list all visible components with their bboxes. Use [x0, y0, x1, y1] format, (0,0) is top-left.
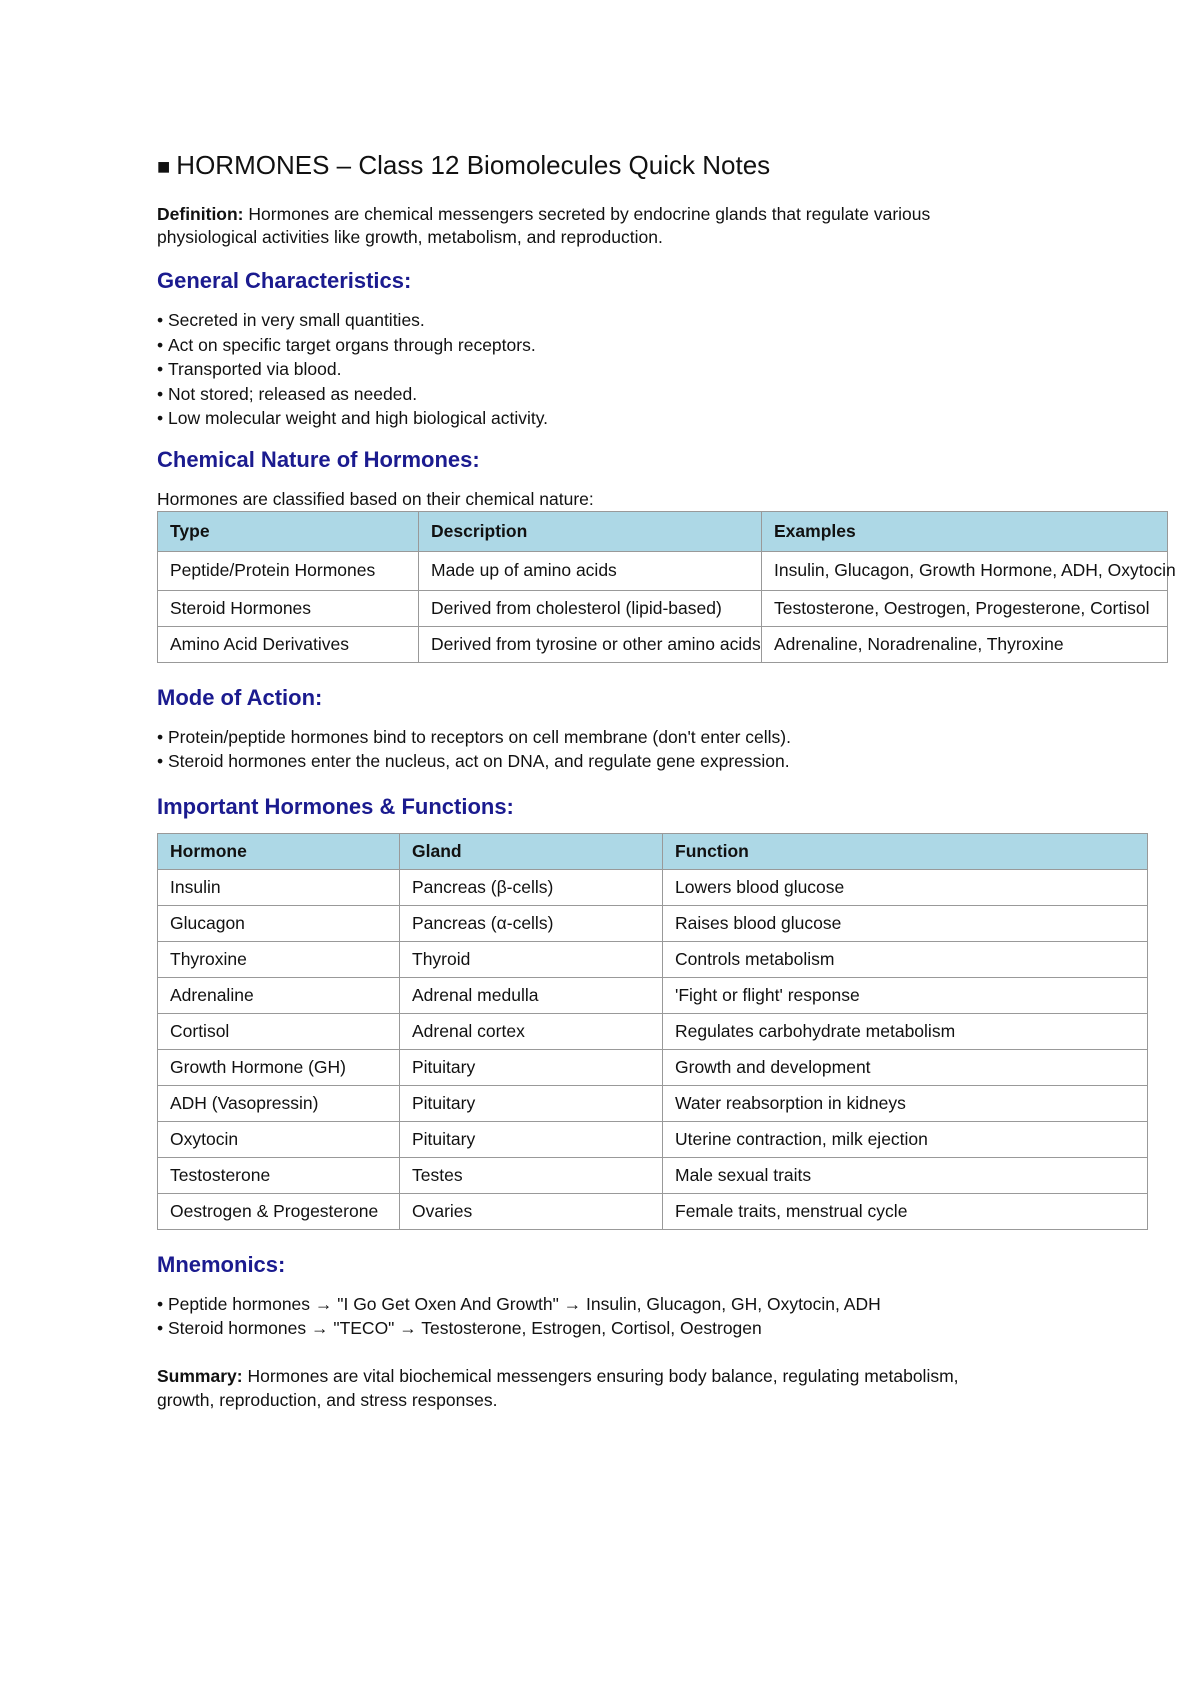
list-item: • Protein/peptide hormones bind to receptors on cell membrane (don't enter cells). — [157, 725, 1200, 750]
page-title-text: HORMONES – Class 12 Biomolecules Quick Notes — [176, 150, 771, 180]
table-cell: Adrenaline — [158, 977, 400, 1013]
definition-paragraph — [157, 203, 997, 249]
table-cell: Regulates carbohydrate metabolism — [663, 1013, 1148, 1049]
table-header-row — [158, 511, 1168, 551]
list-item: • Low molecular weight and high biological activity. — [157, 406, 1200, 431]
table-cell: Derived from cholesterol (lipid-based) — [419, 590, 762, 626]
table-cell: Thyroid — [400, 941, 663, 977]
table-cell: Pituitary — [400, 1121, 663, 1157]
table-row — [158, 1049, 1148, 1085]
table-row — [158, 626, 1168, 662]
summary-label: Summary: — [157, 1365, 243, 1386]
column-header: Hormone — [158, 833, 400, 869]
table-cell: Pancreas (β-cells) — [400, 869, 663, 905]
chemical-nature-table — [157, 511, 1176, 663]
table-cell: Adrenal medulla — [400, 977, 663, 1013]
mnemonics-heading: Mnemonics: — [157, 1251, 286, 1277]
table-row — [158, 1013, 1148, 1049]
table-cell: Pituitary — [400, 1049, 663, 1085]
document-page — [157, 150, 1200, 1412]
definition-text: Hormones are chemical messengers secreted by endocrine glands that regulate various physiological activities like growth, metabolism, and reproduction. — [157, 204, 931, 247]
column-header: Type — [158, 511, 419, 551]
table-row — [158, 869, 1148, 905]
table-cell: Testes — [400, 1157, 663, 1193]
table-row — [158, 1193, 1148, 1229]
table-cell: Male sexual traits — [663, 1157, 1148, 1193]
table-row — [158, 977, 1148, 1013]
page-title — [157, 150, 1200, 181]
column-header: Function — [663, 833, 1148, 869]
table-cell: Water reabsorption in kidneys — [663, 1085, 1148, 1121]
table-row — [158, 1157, 1148, 1193]
table-header-row — [158, 833, 1148, 869]
table-cell: Oestrogen & Progesterone — [158, 1193, 400, 1229]
table-cell: Insulin — [158, 869, 400, 905]
column-header: Description — [419, 511, 762, 551]
table-cell: Testosterone, Oestrogen, Progesterone, Cortisol — [762, 590, 1168, 626]
mnemonics-list — [157, 1292, 1200, 1341]
table-cell: Controls metabolism — [663, 941, 1148, 977]
table-cell: 'Fight or flight' response — [663, 977, 1148, 1013]
table-cell: Uterine contraction, milk ejection — [663, 1121, 1148, 1157]
list-item: • Secreted in very small quantities. — [157, 308, 1200, 333]
chemical-intro: Hormones are classified based on their chemical nature: — [157, 488, 594, 509]
table-cell: Pancreas (α-cells) — [400, 905, 663, 941]
summary-text: Hormones are vital biochemical messengers ensuring body balance, regulating metabolism, growth, reproduction, and stress responses. — [157, 1365, 959, 1410]
general-characteristics-list — [157, 308, 1200, 431]
table-cell: ADH (Vasopressin) — [158, 1085, 400, 1121]
table-row — [158, 905, 1148, 941]
table-cell: Growth Hormone (GH) — [158, 1049, 400, 1085]
table-row — [158, 590, 1168, 626]
mode-of-action-list — [157, 725, 1200, 774]
table-row — [158, 941, 1148, 977]
table-cell: Adrenaline, Noradrenaline, Thyroxine — [762, 626, 1168, 662]
table-cell: Thyroxine — [158, 941, 400, 977]
chemical-nature-heading: Chemical Nature of Hormones: — [157, 446, 480, 472]
list-item: • Steroid hormones → "TECO" → Testosterone, Estrogen, Cortisol, Oestrogen — [157, 1316, 1200, 1341]
table-cell: Glucagon — [158, 905, 400, 941]
list-item: • Not stored; released as needed. — [157, 382, 1200, 407]
table-row — [158, 1121, 1148, 1157]
list-item: • Steroid hormones enter the nucleus, act on DNA, and regulate gene expression. — [157, 749, 1200, 774]
table-cell: Growth and development — [663, 1049, 1148, 1085]
table-row — [158, 1085, 1148, 1121]
table-cell: Adrenal cortex — [400, 1013, 663, 1049]
table-cell: Testosterone — [158, 1157, 400, 1193]
general-characteristics-heading: General Characteristics: — [157, 268, 412, 293]
mode-of-action-heading: Mode of Action: — [157, 684, 323, 710]
table-cell: Made up of amino acids — [419, 551, 762, 590]
table-cell: Derived from tyrosine or other amino acids — [419, 626, 762, 662]
important-hormones-table — [157, 833, 1148, 1230]
table-cell: Lowers blood glucose — [663, 869, 1148, 905]
definition-label: Definition: — [157, 204, 244, 224]
list-item: • Peptide hormones → "I Go Get Oxen And Growth" → Insulin, Glucagon, GH, Oxytocin, ADH — [157, 1292, 1200, 1317]
table-cell: Ovaries — [400, 1193, 663, 1229]
list-item: • Act on specific target organs through receptors. — [157, 333, 1200, 358]
summary-paragraph — [157, 1364, 997, 1412]
column-header: Examples — [762, 511, 1168, 551]
table-cell: Cortisol — [158, 1013, 400, 1049]
important-hormones-heading: Important Hormones & Functions: — [157, 793, 514, 819]
column-header: Gland — [400, 833, 663, 869]
table-cell: Insulin, Glucagon, Growth Hormone, ADH, Oxytocin — [762, 551, 1168, 590]
list-item: • Transported via blood. — [157, 357, 1200, 382]
table-cell: Peptide/Protein Hormones — [158, 551, 419, 590]
square-bullet-icon: ■ — [157, 154, 171, 179]
table-row — [158, 551, 1168, 590]
table-cell: Oxytocin — [158, 1121, 400, 1157]
table-cell: Steroid Hormones — [158, 590, 419, 626]
table-cell: Raises blood glucose — [663, 905, 1148, 941]
table-cell: Amino Acid Derivatives — [158, 626, 419, 662]
table-cell: Female traits, menstrual cycle — [663, 1193, 1148, 1229]
table-cell: Pituitary — [400, 1085, 663, 1121]
